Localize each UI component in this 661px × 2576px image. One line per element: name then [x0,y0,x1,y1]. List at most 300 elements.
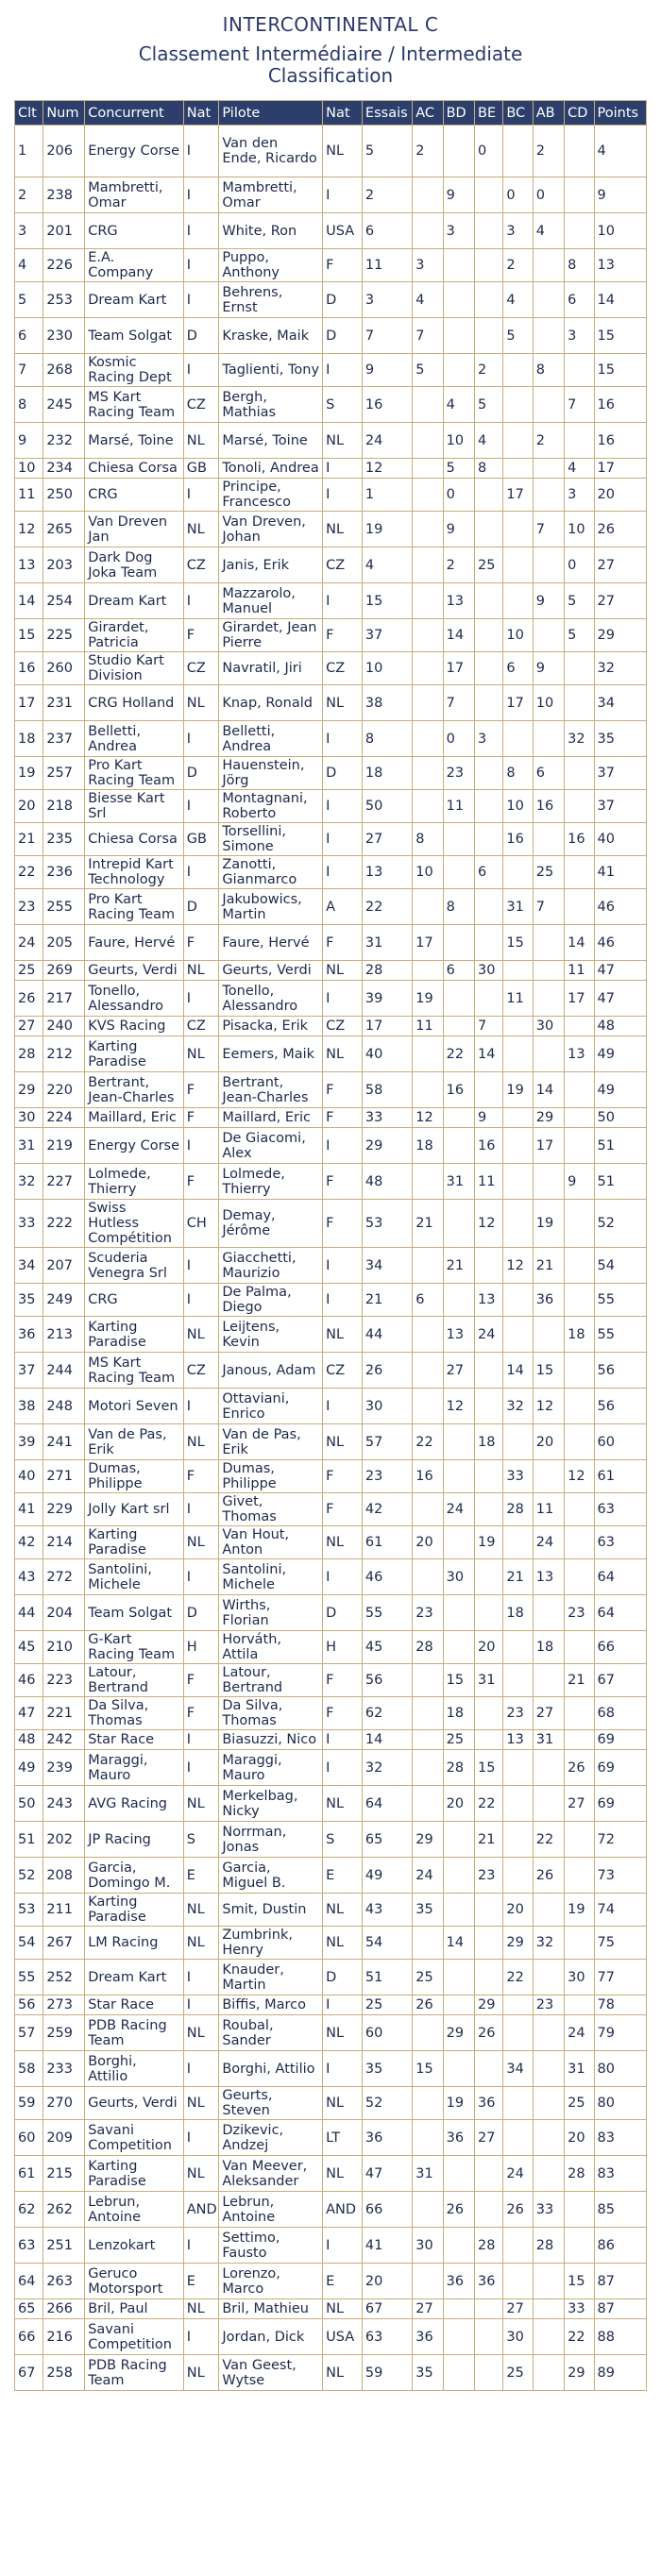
cell-num: 273 [43,1995,85,2015]
cell-bd [443,2156,474,2192]
cell-num: 226 [43,249,85,282]
cell-bc [503,387,533,423]
cell-ac [413,1730,443,1750]
cell-points: 78 [594,1995,646,2015]
cell-num: 234 [43,459,85,479]
cell-bc: 18 [503,1595,533,1631]
table-row [15,1353,647,1389]
cell-pilote: Belletti, Andrea [219,721,323,757]
cell-ab [533,981,564,1017]
cell-cd: 7 [565,387,594,423]
cell-clt: 63 [15,2228,43,2264]
cell-concurrent: Belletti, Andrea [85,721,184,757]
cell-pilot-nat: D [323,757,363,790]
cell-num: 204 [43,1595,85,1631]
cell-be: 36 [475,2264,503,2299]
cell-pilot-nat: I [323,583,363,619]
cell-be: 8 [475,459,503,479]
cell-cd [565,177,594,213]
cell-clt: 42 [15,1526,43,1559]
cell-pilot-nat: I [323,1730,363,1750]
cell-clt: 62 [15,2192,43,2228]
cell-bc: 30 [503,2319,533,2355]
cell-pilote: Navratil, Jiri [219,652,323,685]
cell-ab [533,2015,564,2051]
cell-points: 49 [594,1036,646,1072]
table-row [15,126,647,177]
cell-clt: 57 [15,2015,43,2051]
cell-points: 16 [594,387,646,423]
cell-num: 222 [43,1200,85,1248]
cell-essais: 1 [362,479,412,512]
cell-bd: 16 [443,1072,474,1108]
cell-concurrent: Pro Kart Racing Team [85,757,184,790]
cell-essais: 47 [362,2156,412,2192]
col-header-bd: BD [443,101,474,126]
cell-be [475,1353,503,1389]
cell-essais: 66 [362,2192,412,2228]
cell-pilote: Givet, Thomas [219,1493,323,1526]
cell-concurrent: MS Kart Racing Team [85,1353,184,1389]
cell-concurrent: Studio Kart Division [85,652,184,685]
cell-bd: 12 [443,1389,474,1424]
cell-ac [413,619,443,652]
cell-clt: 11 [15,479,43,512]
col-header-be: BE [475,101,503,126]
cell-ac: 3 [413,249,443,282]
cell-bc: 2 [503,249,533,282]
cell-cd [565,856,594,889]
cell-ac [413,2015,443,2051]
cell-ab [533,961,564,981]
cell-pilot-nat: NL [323,126,363,177]
cell-clt: 53 [15,1894,43,1927]
cell-bc: 23 [503,1697,533,1730]
cell-points: 69 [594,1730,646,1750]
cell-pilot-nat: NL [323,685,363,721]
cell-clt: 54 [15,1927,43,1960]
cell-pilot-nat: F [323,1072,363,1108]
cell-essais: 33 [362,1108,412,1128]
cell-bd: 6 [443,961,474,981]
cell-be [475,583,503,619]
table-row [15,2264,647,2299]
cell-be: 11 [475,1164,503,1200]
cell-nat: I [183,1750,219,1786]
cell-ab [533,1036,564,1072]
cell-be [475,1559,503,1595]
cell-points: 63 [594,1493,646,1526]
table-row [15,1995,647,2015]
table-row [15,1424,647,1460]
cell-ab: 4 [533,213,564,249]
cell-concurrent: PDB Racing Team [85,2355,184,2391]
cell-concurrent: G-Kart Racing Team [85,1631,184,1664]
cell-be [475,757,503,790]
cell-ac: 20 [413,1526,443,1559]
cell-pilot-nat: F [323,1200,363,1248]
cell-be: 30 [475,961,503,981]
cell-pilot-nat: F [323,619,363,652]
cell-pilote: Horváth, Attila [219,1631,323,1664]
cell-nat: NL [183,1317,219,1353]
cell-be [475,1072,503,1108]
cell-cd: 20 [565,2120,594,2156]
cell-nat: F [183,1072,219,1108]
cell-bc [503,1108,533,1128]
cell-num: 243 [43,1786,85,1822]
cell-num: 230 [43,318,85,354]
cell-clt: 26 [15,981,43,1017]
cell-pilot-nat: I [323,1995,363,2015]
cell-pilote: Norrman, Jonas [219,1822,323,1858]
cell-essais: 10 [362,652,412,685]
cell-clt: 52 [15,1858,43,1894]
cell-bc: 12 [503,1248,533,1284]
cell-nat: I [183,1730,219,1750]
cell-bd [443,1284,474,1317]
cell-cd [565,1389,594,1424]
cell-clt: 32 [15,1164,43,1200]
cell-ac [413,685,443,721]
cell-nat: CH [183,1200,219,1248]
cell-bd [443,249,474,282]
cell-ab: 2 [533,126,564,177]
cell-be: 20 [475,1631,503,1664]
cell-points: 27 [594,547,646,583]
cell-bd: 0 [443,479,474,512]
cell-clt: 2 [15,177,43,213]
cell-clt: 13 [15,547,43,583]
cell-be: 6 [475,856,503,889]
cell-ab: 21 [533,1248,564,1284]
cell-essais: 2 [362,177,412,213]
cell-ac [413,583,443,619]
cell-concurrent: Karting Paradise [85,1526,184,1559]
cell-cd: 16 [565,823,594,856]
cell-num: 270 [43,2087,85,2120]
cell-ab: 8 [533,354,564,387]
cell-pilote: Lebrun, Antoine [219,2192,323,2228]
cell-concurrent: Dream Kart [85,282,184,318]
cell-be [475,177,503,213]
col-header-clt: Clt [15,101,43,126]
cell-pilote: Santolini, Michele [219,1559,323,1595]
table-row [15,1526,647,1559]
cell-concurrent: MS Kart Racing Team [85,387,184,423]
cell-concurrent: Scuderia Venegra Srl [85,1248,184,1284]
cell-bd [443,2051,474,2087]
cell-essais: 45 [362,1631,412,1664]
col-header-pilot-nat: Nat [323,101,363,126]
cell-points: 72 [594,1822,646,1858]
cell-pilote: Hauenstein, Jörg [219,757,323,790]
cell-concurrent: Geruco Motorsport [85,2264,184,2299]
cell-bc: 27 [503,2299,533,2319]
cell-bc [503,2264,533,2299]
cell-points: 87 [594,2264,646,2299]
cell-points: 51 [594,1164,646,1200]
cell-pilot-nat: I [323,2228,363,2264]
cell-pilote: Latour, Bertrand [219,1664,323,1697]
cell-pilot-nat: USA [323,2319,363,2355]
cell-concurrent: Team Solgat [85,1595,184,1631]
cell-be: 21 [475,1822,503,1858]
cell-ac [413,387,443,423]
cell-concurrent: Latour, Bertrand [85,1664,184,1697]
cell-clt: 18 [15,721,43,757]
table-row [15,318,647,354]
cell-points: 37 [594,757,646,790]
cell-pilote: Van Geest, Wytse [219,2355,323,2391]
table-row [15,1200,647,1248]
col-header-ac: AC [413,101,443,126]
cell-concurrent: Star Race [85,1995,184,2015]
cell-num: 202 [43,1822,85,1858]
cell-pilot-nat: NL [323,2355,363,2391]
cell-ac [413,2264,443,2299]
cell-nat: F [183,1460,219,1493]
cell-ac: 4 [413,282,443,318]
cell-be [475,685,503,721]
cell-bd: 26 [443,2192,474,2228]
cell-pilote: White, Ron [219,213,323,249]
cell-cd: 27 [565,1786,594,1822]
cell-bd: 22 [443,1036,474,1072]
cell-nat: I [183,721,219,757]
cell-nat: NL [183,1526,219,1559]
cell-bd: 25 [443,1730,474,1750]
cell-pilote: Demay, Jérôme [219,1200,323,1248]
cell-pilote: Mazzarolo, Manuel [219,583,323,619]
table-row [15,925,647,961]
table-row [15,512,647,547]
cell-pilot-nat: I [323,479,363,512]
cell-cd: 0 [565,547,594,583]
cell-points: 69 [594,1750,646,1786]
cell-bd: 36 [443,2264,474,2299]
cell-pilot-nat: F [323,1108,363,1128]
cell-ab: 10 [533,685,564,721]
cell-concurrent: Geurts, Verdi [85,961,184,981]
cell-be [475,213,503,249]
cell-concurrent: Girardet, Patricia [85,619,184,652]
cell-pilote: Faure, Hervé [219,925,323,961]
cell-pilot-nat: NL [323,2015,363,2051]
cell-ac: 35 [413,2355,443,2391]
cell-pilote: Garcia, Miguel B. [219,1858,323,1894]
table-row [15,1664,647,1697]
cell-be: 25 [475,547,503,583]
cell-points: 34 [594,685,646,721]
cell-cd [565,126,594,177]
cell-ac [413,1750,443,1786]
cell-bc: 19 [503,1072,533,1108]
cell-bd [443,2355,474,2391]
cell-ab: 11 [533,1493,564,1526]
cell-ab [533,318,564,354]
cell-essais: 21 [362,1284,412,1317]
cell-num: 216 [43,2319,85,2355]
cell-num: 206 [43,126,85,177]
cell-num: 252 [43,1960,85,1995]
cell-essais: 5 [362,126,412,177]
cell-nat: I [183,479,219,512]
cell-be [475,1493,503,1526]
cell-cd: 25 [565,2087,594,2120]
cell-clt: 33 [15,1200,43,1248]
cell-cd: 9 [565,1164,594,1200]
table-row [15,1248,647,1284]
cell-points: 46 [594,925,646,961]
cell-bd: 31 [443,1164,474,1200]
cell-ab: 28 [533,2228,564,2264]
cell-bc: 10 [503,790,533,823]
cell-pilote: Dumas, Philippe [219,1460,323,1493]
cell-bc: 26 [503,2192,533,2228]
cell-pilot-nat: I [323,1248,363,1284]
cell-concurrent: Karting Paradise [85,1317,184,1353]
cell-ab: 17 [533,1128,564,1164]
cell-essais: 44 [362,1317,412,1353]
cell-pilot-nat: AND [323,2192,363,2228]
cell-num: 237 [43,721,85,757]
cell-concurrent: Lenzokart [85,2228,184,2264]
cell-be [475,1248,503,1284]
table-row [15,1750,647,1786]
cell-bc [503,1017,533,1036]
cell-pilot-nat: D [323,318,363,354]
cell-be [475,2156,503,2192]
cell-ab [533,1664,564,1697]
table-row [15,1927,647,1960]
cell-be [475,1595,503,1631]
cell-cd: 24 [565,2015,594,2051]
cell-pilot-nat: F [323,1493,363,1526]
cell-cd: 5 [565,619,594,652]
cell-points: 47 [594,961,646,981]
cell-num: 250 [43,479,85,512]
cell-num: 265 [43,512,85,547]
cell-pilote: Geurts, Steven [219,2087,323,2120]
cell-essais: 62 [362,1697,412,1730]
cell-concurrent: Intrepid Kart Technology [85,856,184,889]
cell-clt: 65 [15,2299,43,2319]
cell-nat: GB [183,823,219,856]
cell-nat: I [183,981,219,1017]
cell-essais: 65 [362,1822,412,1858]
cell-pilot-nat: NL [323,2087,363,2120]
cell-bd [443,856,474,889]
cell-bd [443,318,474,354]
cell-ac [413,547,443,583]
cell-concurrent: Energy Corse [85,1128,184,1164]
cell-cd: 10 [565,512,594,547]
cell-num: 268 [43,354,85,387]
cell-points: 55 [594,1317,646,1353]
cell-bd: 11 [443,790,474,823]
cell-be [475,1927,503,1960]
cell-bd: 10 [443,423,474,459]
cell-essais: 43 [362,1894,412,1927]
col-header-essais: Essais [362,101,412,126]
cell-pilot-nat: NL [323,1317,363,1353]
cell-ab [533,2051,564,2087]
cell-be [475,790,503,823]
table-row [15,1317,647,1353]
table-row [15,387,647,423]
cell-essais: 11 [362,249,412,282]
cell-clt: 21 [15,823,43,856]
cell-nat: D [183,757,219,790]
cell-points: 48 [594,1017,646,1036]
cell-pilote: Van Meever, Aleksander [219,2156,323,2192]
cell-nat: I [183,213,219,249]
cell-bd [443,2228,474,2264]
cell-points: 66 [594,1631,646,1664]
cell-bc [503,423,533,459]
cell-bc: 8 [503,757,533,790]
cell-pilote: Jakubowics, Martin [219,889,323,925]
table-row [15,757,647,790]
cell-pilot-nat: CZ [323,652,363,685]
cell-concurrent: Team Solgat [85,318,184,354]
cell-clt: 47 [15,1697,43,1730]
cell-pilot-nat: CZ [323,1353,363,1389]
cell-pilot-nat: H [323,1631,363,1664]
cell-points: 69 [594,1786,646,1822]
cell-nat: NL [183,2087,219,2120]
cell-pilote: Geurts, Verdi [219,961,323,981]
cell-bc [503,1164,533,1200]
cell-concurrent: Pro Kart Racing Team [85,889,184,925]
cell-essais: 53 [362,1200,412,1248]
cell-pilot-nat: I [323,823,363,856]
cell-clt: 1 [15,126,43,177]
cell-be: 15 [475,1750,503,1786]
cell-nat: F [183,925,219,961]
cell-ac [413,512,443,547]
cell-bd: 20 [443,1786,474,1822]
cell-bc [503,1424,533,1460]
cell-ab: 23 [533,1995,564,2015]
cell-points: 64 [594,1559,646,1595]
cell-clt: 38 [15,1389,43,1424]
cell-clt: 55 [15,1960,43,1995]
cell-be [475,1389,503,1424]
cell-bd: 0 [443,721,474,757]
cell-nat: NL [183,423,219,459]
cell-bd: 21 [443,1248,474,1284]
col-header-cd: CD [565,101,594,126]
cell-cd [565,213,594,249]
cell-be: 28 [475,2228,503,2264]
cell-concurrent: Marsé, Toine [85,423,184,459]
cell-pilote: De Giacomi, Alex [219,1128,323,1164]
table-row [15,1894,647,1927]
cell-nat: I [183,583,219,619]
cell-points: 37 [594,790,646,823]
table-body [15,126,647,2391]
table-row [15,1822,647,1858]
cell-clt: 50 [15,1786,43,1822]
cell-concurrent: Dumas, Philippe [85,1460,184,1493]
cell-bd: 14 [443,619,474,652]
cell-nat: I [183,2319,219,2355]
cell-pilot-nat: I [323,177,363,213]
cell-essais: 12 [362,459,412,479]
cell-bc: 4 [503,282,533,318]
